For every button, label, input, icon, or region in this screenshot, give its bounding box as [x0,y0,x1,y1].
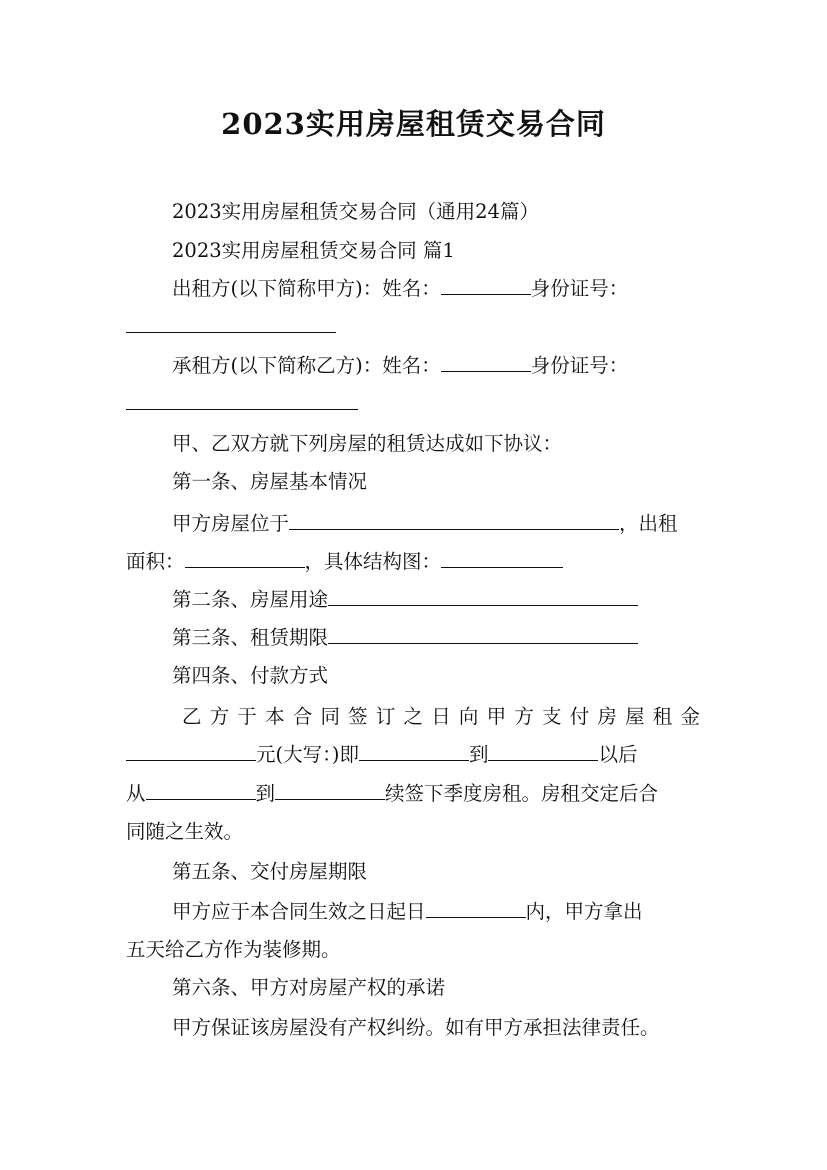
payment-line-1 [182,702,700,732]
area-blank[interactable] [185,547,305,568]
structure-label: ，具体结构图： [304,550,442,573]
house-location-label: 甲方房屋位于 [172,512,290,535]
article-2-line [172,585,706,615]
payment-line-2 [126,740,706,770]
subtitle-text: 2023实用房屋租赁交易合同（通用24篇） [172,200,539,223]
article-3-text: 第三条、租赁期限 [172,626,329,649]
article-2-text: 第二条、房屋用途 [172,588,329,611]
period-start-blank[interactable] [359,740,469,761]
period-end-blank[interactable] [488,740,598,761]
article-3-line [172,623,706,653]
delivery-line-1 [172,897,706,927]
lessee-name-blank[interactable] [441,351,531,372]
delivery-days-blank[interactable] [426,897,526,918]
effective-text: 同随之生效。 [126,820,244,843]
delivery-text-3: 五天给乙方作为装修期。 [126,938,341,961]
article-1-text: 第一条、房屋基本情况 [172,470,368,493]
lessee-id-line [126,389,706,419]
lessee-line [172,351,706,381]
lessor-id-label: 身份证号： [530,277,629,300]
article-6-heading [172,973,706,1003]
payment-line-3 [126,779,706,809]
agreement-intro-text: 甲、乙双方就下列房屋的租赁达成如下协议： [172,432,563,455]
rent-capital-label: 元(大写：)即 [256,743,359,766]
renew-text: 续签下季度房租。房租交定后合 [385,782,659,805]
to-label-1: 到 [468,743,489,766]
ownership-text: 甲方保证该房屋没有产权纠纷。如有甲方承担法律责任。 [172,1016,660,1039]
rent-area-label: ，出租 [619,512,678,535]
article-5-text: 第五条、交付房屋期限 [172,860,368,883]
delivery-text-2: 内，甲方拿出 [525,900,643,923]
lessor-id-line [126,312,706,342]
area-label: 面积： [126,550,185,573]
rent-amount-blank[interactable] [126,740,256,761]
lessee-label: 承租方(以下简称乙方)：姓名： [172,354,441,377]
lessor-name-blank[interactable] [441,274,531,295]
lessor-id-blank[interactable] [126,312,336,333]
lease-term-blank[interactable] [328,623,638,644]
renew-end-blank[interactable] [275,779,385,800]
lessee-id-label: 身份证号： [530,354,629,377]
lessor-line [172,274,706,304]
article-1-heading [172,467,706,497]
ownership-line [172,1013,706,1043]
usage-blank[interactable] [328,585,638,606]
house-location-line [172,509,706,539]
article-5-heading [172,857,706,887]
after-label: 以后 [598,743,638,766]
delivery-line-2 [126,935,706,965]
article-6-text: 第六条、甲方对房屋产权的承诺 [172,976,446,999]
payment-line-4 [126,817,706,847]
to-label-2: 到 [255,782,276,805]
lessor-label: 出租方(以下简称甲方)：姓名： [172,277,441,300]
house-location-blank[interactable] [289,509,619,530]
delivery-text-1: 甲方应于本合同生效之日起日 [172,900,426,923]
renew-start-blank[interactable] [146,779,256,800]
lessee-id-blank[interactable] [126,389,358,410]
section-heading-line [172,236,706,266]
from-label: 从 [126,782,146,805]
article-4-heading [172,661,706,691]
area-structure-line [126,547,706,577]
article-4-text: 第四条、付款方式 [172,664,329,687]
structure-blank[interactable] [441,547,563,568]
payment-text-1: 乙方于本合同签订之日向甲方支付房屋租金 [182,705,700,728]
document-title: 2023实用房屋租赁交易合同 [221,107,606,141]
subtitle-line [172,197,706,227]
agreement-intro-line [172,429,706,459]
section-heading-text: 2023实用房屋租赁交易合同 篇1 [172,239,455,262]
